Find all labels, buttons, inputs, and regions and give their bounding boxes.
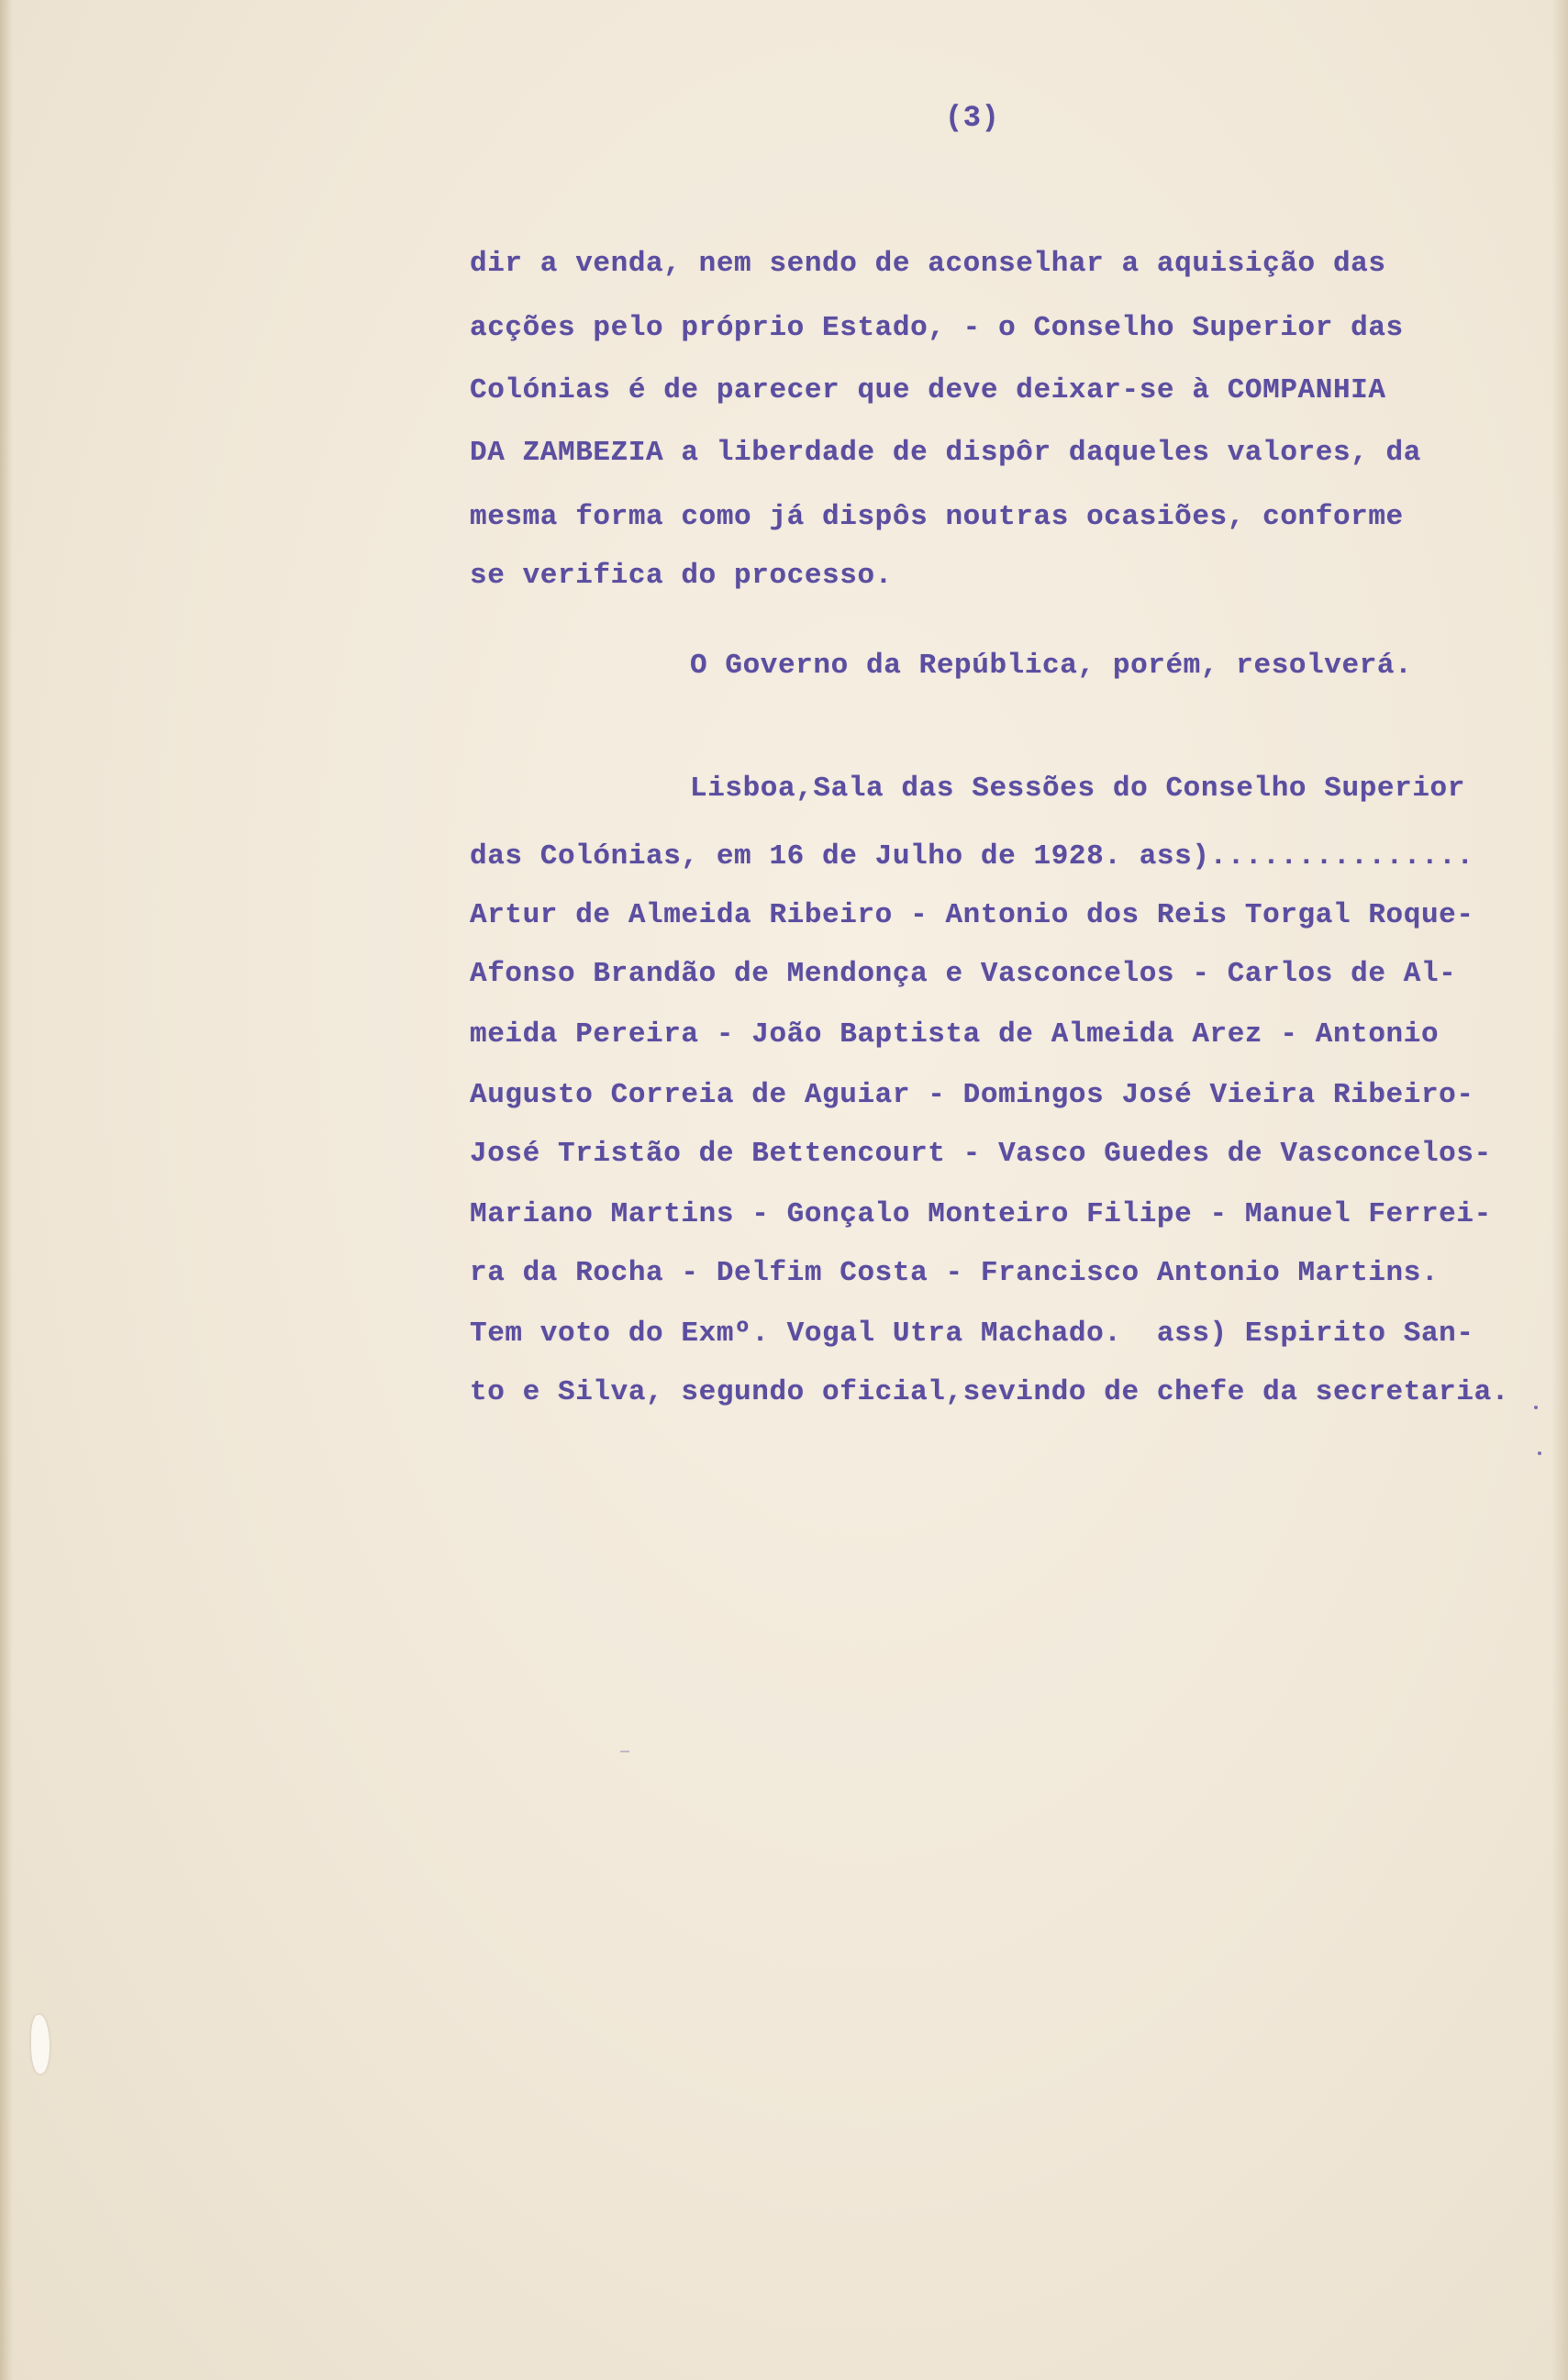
text-line: O Governo da República, porém, resolverá. bbox=[690, 650, 1413, 682]
closing-line: Lisboa,Sala das Sessões do Conselho Superior bbox=[690, 773, 1465, 805]
signatory-line: Mariano Martins - Gonçalo Monteiro Filipe - Manuel Ferrei- bbox=[470, 1198, 1492, 1230]
paper-left-edge bbox=[0, 0, 13, 2380]
signatory-line: Afonso Brandão de Mendonça e Vasconcelos - Carlos de Al- bbox=[470, 958, 1457, 990]
text-line: Colónias é de parecer que deve deixar-se à COMPANHIA bbox=[470, 374, 1386, 406]
signatory-line: meida Pereira - João Baptista de Almeida Arez - Antonio bbox=[470, 1018, 1440, 1051]
signatory-line: Artur de Almeida Ribeiro - Antonio dos Reis Torgal Roque- bbox=[470, 899, 1474, 931]
text-line: dir a venda, nem sendo de aconselhar a aquisição das bbox=[470, 248, 1386, 280]
text-line: mesma forma como já dispôs noutras ocasiões, conforme bbox=[470, 501, 1404, 533]
paper-tear bbox=[31, 2015, 50, 2074]
text-line: acções pelo próprio Estado, - o Conselho Superior das bbox=[470, 312, 1404, 344]
paper-right-edge bbox=[1551, 0, 1568, 2380]
ink-speck bbox=[1538, 1451, 1541, 1455]
ink-speck bbox=[1534, 1406, 1538, 1409]
text-line: se verifica do processo. bbox=[470, 560, 893, 592]
closing-line: das Colónias, em 16 de Julho de 1928. ass)............... bbox=[470, 840, 1474, 873]
text-line: DA ZAMBEZIA a liberdade de dispôr daqueles valores, da bbox=[470, 437, 1421, 469]
signatory-line: ra da Rocha - Delfim Costa - Francisco Antonio Martins. bbox=[470, 1257, 1440, 1289]
signatory-line: to e Silva, segundo oficial,sevindo de chefe da secretaria. bbox=[470, 1376, 1509, 1408]
page-number: (3) bbox=[945, 101, 1000, 135]
signatory-line: Augusto Correia de Aguiar - Domingos José Vieira Ribeiro- bbox=[470, 1079, 1474, 1111]
signatory-line: Tem voto do Exmº. Vogal Utra Machado. ass) Espirito San- bbox=[470, 1318, 1474, 1350]
signatory-line: José Tristão de Bettencourt - Vasco Guedes de Vasconcelos- bbox=[470, 1138, 1492, 1170]
ink-dash bbox=[620, 1751, 629, 1752]
